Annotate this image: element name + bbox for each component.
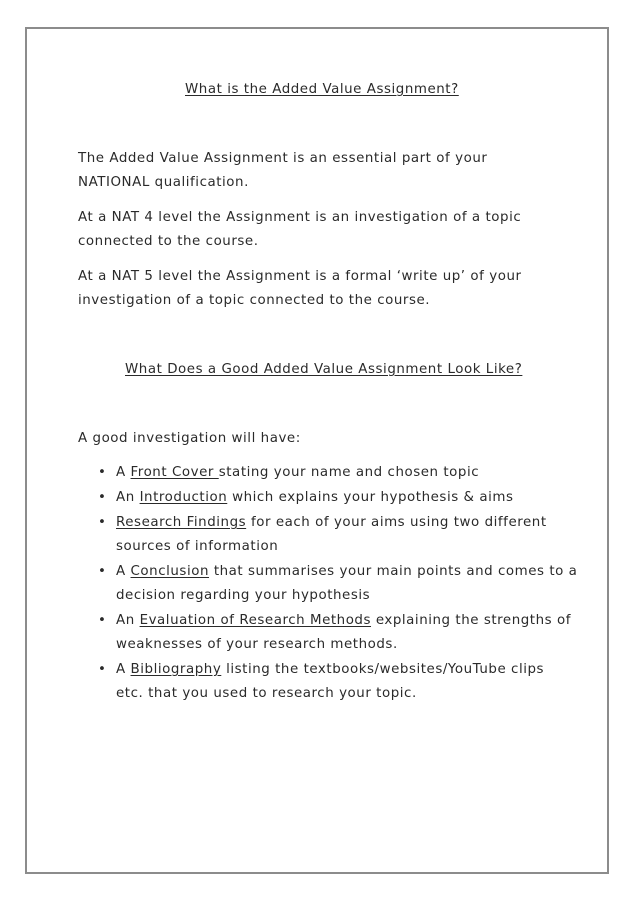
item-term: Introduction — [139, 490, 228, 505]
intro-paragraph-1-line-2: NATIONAL qualification. — [78, 175, 249, 190]
intro-paragraph-2-line-1: At a NAT 4 level the Assignment is an investigation of a topic — [78, 210, 522, 225]
document-title: What is the Added Value Assignment? — [185, 82, 459, 97]
item-term: Research Findings — [116, 515, 247, 530]
bullet-icon: • — [98, 465, 106, 480]
list-item-line: A Bibliography listing the textbooks/websites/YouTube clips — [116, 662, 545, 677]
list-item-line: An Evaluation of Research Methods explaining the strengths of — [116, 613, 571, 628]
bullet-icon: • — [98, 490, 106, 505]
list-item-continuation: sources of information — [116, 539, 279, 554]
list-item-line: Research Findings for each of your aims using two different — [116, 515, 547, 530]
bullet-icon: • — [98, 613, 106, 628]
item-term: Front Cover — [130, 465, 219, 480]
item-term: Bibliography — [130, 662, 222, 677]
section-subheading: What Does a Good Added Value Assignment Look Like? — [125, 362, 523, 377]
intro-paragraph-3-line-2: investigation of a topic connected to the course. — [78, 293, 431, 308]
list-intro: A good investigation will have: — [78, 431, 301, 446]
bullet-icon: • — [98, 515, 106, 530]
list-item-line: A Conclusion that summarises your main points and comes to a — [116, 564, 578, 579]
item-term: Conclusion — [130, 564, 210, 579]
list-item-line: An Introduction which explains your hypothesis & aims — [116, 490, 514, 505]
list-item-continuation: decision regarding your hypothesis — [116, 588, 371, 603]
list-item-line: A Front Cover stating your name and chosen topic — [116, 465, 480, 480]
intro-paragraph-1-line-1: The Added Value Assignment is an essential part of your — [78, 151, 488, 166]
intro-paragraph-2-line-2: connected to the course. — [78, 234, 259, 249]
list-item-continuation: etc. that you used to research your topic. — [116, 686, 417, 701]
bullet-icon: • — [98, 564, 106, 579]
intro-paragraph-3-line-1: At a NAT 5 level the Assignment is a formal ‘write up’ of your — [78, 269, 522, 284]
item-term: Evaluation of Research Methods — [139, 613, 372, 628]
list-item-continuation: weaknesses of your research methods. — [116, 637, 398, 652]
bullet-icon: • — [98, 662, 106, 677]
